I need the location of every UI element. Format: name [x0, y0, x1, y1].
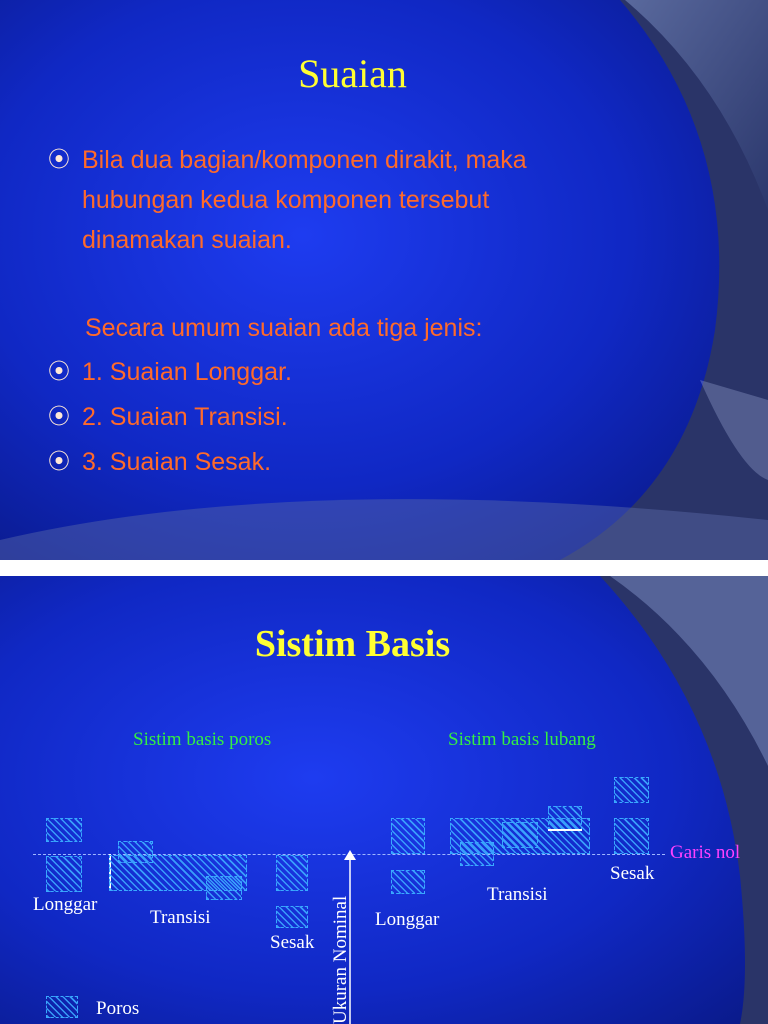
label-transisi-lubang: Transisi — [487, 884, 548, 905]
intro-text: Secara umum suaian ada tiga jenis: — [85, 314, 483, 342]
label-longgar-poros: Longgar — [33, 894, 98, 915]
legend-swatch-poros — [46, 996, 78, 1018]
slide-title: Sistim Basis — [254, 623, 451, 665]
shaft-zone-transisi-lubang-3 — [548, 806, 582, 830]
legend-label-poros: Poros — [96, 998, 140, 1019]
list-item — [48, 397, 288, 437]
label-transisi-poros: Transisi — [150, 907, 211, 928]
bullet-definition — [48, 140, 527, 180]
shaft-zone-sesak — [276, 855, 308, 891]
label-longgar-lubang: Longgar — [375, 909, 440, 930]
hole-zone-longgar — [46, 818, 82, 842]
nominal-size-label: Ukuran Nominal — [330, 895, 351, 1024]
shaft-zone-longgar-lubang — [391, 870, 425, 894]
hole-zone-transisi-lower — [206, 876, 242, 900]
heading-basis-poros: Sistim basis poros — [133, 729, 272, 750]
label-sesak-lubang: Sesak — [610, 863, 655, 884]
shaft-zone-sesak-lubang — [614, 777, 649, 803]
item-text: 1. Suaian Longgar. — [82, 358, 292, 386]
shaft-zone-transisi-lubang-1 — [460, 842, 494, 866]
hole-zone-sesak-lubang — [614, 818, 649, 854]
item-text: 3. Suaian Sesak. — [82, 448, 272, 476]
bullet-text-continued: dinamakan suaian. — [82, 226, 292, 254]
shaft-zone-transisi-lubang-2 — [502, 822, 538, 848]
list-item — [48, 352, 292, 392]
bullet-text: Bila dua bagian/komponen dirakit, maka — [82, 146, 527, 174]
hole-zone-sesak — [276, 906, 308, 928]
item-text: 2. Suaian Transisi. — [82, 403, 288, 431]
hole-zone-longgar-lubang — [391, 818, 425, 854]
bullet-icon: ⦿ — [48, 449, 71, 474]
bullet-icon: ⦿ — [48, 147, 71, 172]
label-sesak-poros: Sesak — [270, 932, 315, 953]
slide-title: Suaian — [298, 51, 407, 96]
list-item — [48, 442, 271, 482]
bullet-text-continued: hubungan kedua komponen tersebut — [82, 186, 490, 214]
shaft-zone-longgar — [46, 856, 82, 892]
zero-line-label: Garis nol — [670, 842, 741, 863]
bullet-icon: ⦿ — [48, 359, 71, 384]
heading-basis-lubang: Sistim basis lubang — [448, 729, 596, 750]
bullet-icon: ⦿ — [48, 404, 71, 429]
shaft-marker — [548, 829, 582, 831]
slide-sistim-basis — [0, 576, 768, 1024]
